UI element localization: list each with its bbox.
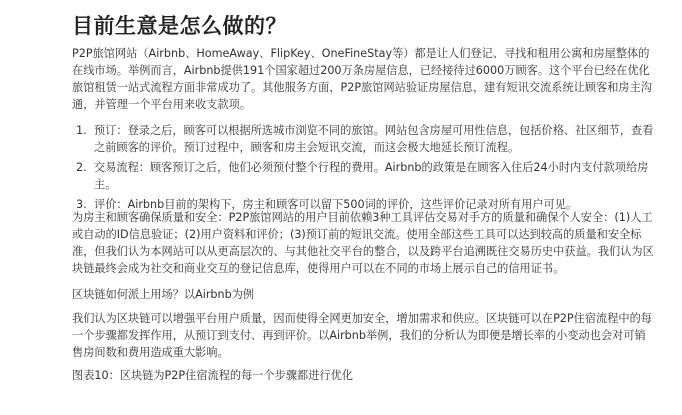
page-title: 目前生意是怎么做的？ — [72, 14, 287, 38]
list-item-number: 1. — [76, 124, 87, 137]
list-item-text: 预订：登录之后，顾客可以根据所选城市浏览不同的旅馆。网站包含房屋可用性信息，包括价格、社区细节，查看之前顾客的评价。预订过程中，顾客和房主会短讯交流，而这会极大地延长预订流程。 — [94, 124, 654, 154]
list-item-number: 3. — [76, 198, 87, 211]
figure-caption: 图表10：区块链为P2P住宿流程的每一个步骤都进行优化 — [72, 369, 353, 382]
process-steps-list — [72, 122, 654, 216]
list-item — [72, 159, 654, 193]
list-item — [72, 122, 654, 156]
intro-paragraph: P2P旅馆网站（Airbnb、HomeAway、FlipKey、OneFineStay等）都是让人们登记、寻找和租用公寓和房屋整体的在线市场。举例而言，Airbnb提供191个国家超过200万条房屋信息，已经接待过6000万顾客。这个平台已经在优化旅馆租赁一站式流程方面非常成功了。其他服务方面，P2P旅馆网站验证房屋信息，建有短讯交流系统让顾客和房主沟通，并管理一个平台用来收支款项。 — [72, 47, 652, 111]
section-question: 区块链如何派上用场？以Airbnb为例 — [72, 288, 255, 301]
list-item-text: 评价：Airbnb目前的架构下，房主和顾客可以留下500词的评价，这些评价记录对所有用户可见。 — [94, 198, 578, 211]
list-item-number: 2. — [76, 161, 87, 174]
list-item-text: 交易流程：顾客预订之后，他们必须预付整个行程的费用。Airbnb的政策是在顾客入住后24小时内支付款项给房主。 — [94, 161, 649, 191]
answer-paragraph: 我们认为区块链可以增强平台用户质量，因而使得全网更加安全，增加需求和供应。区块链可以在P2P住宿流程中的每一个步骤都发挥作用，从预订到支付、再到评价。以Airbnb举例，我们的分析认为即便是增长率的小变动也会对可销售房间数和费用造成重大影响。 — [72, 312, 652, 359]
safety-paragraph: 为房主和顾客确保质量和安全：P2P旅馆网站的用户目前依赖3种工具评估交易对手方的质量和确保个人安全：(1)人工或自动的ID信息验证；(2)用户资料和评价；(3)预订前的短讯交流。使用全部这些工具可以达到较高的质量和安全标准，但我们认为本网站可以从更高层次的、与其他社交平台的整合，以及跨平台追溯既往交易历史中获益。我们认为区块链最终会成为社交和商业交互的登记信息库，使得用户可以在不同的市场上展示自己的信用证书。 — [72, 211, 654, 275]
